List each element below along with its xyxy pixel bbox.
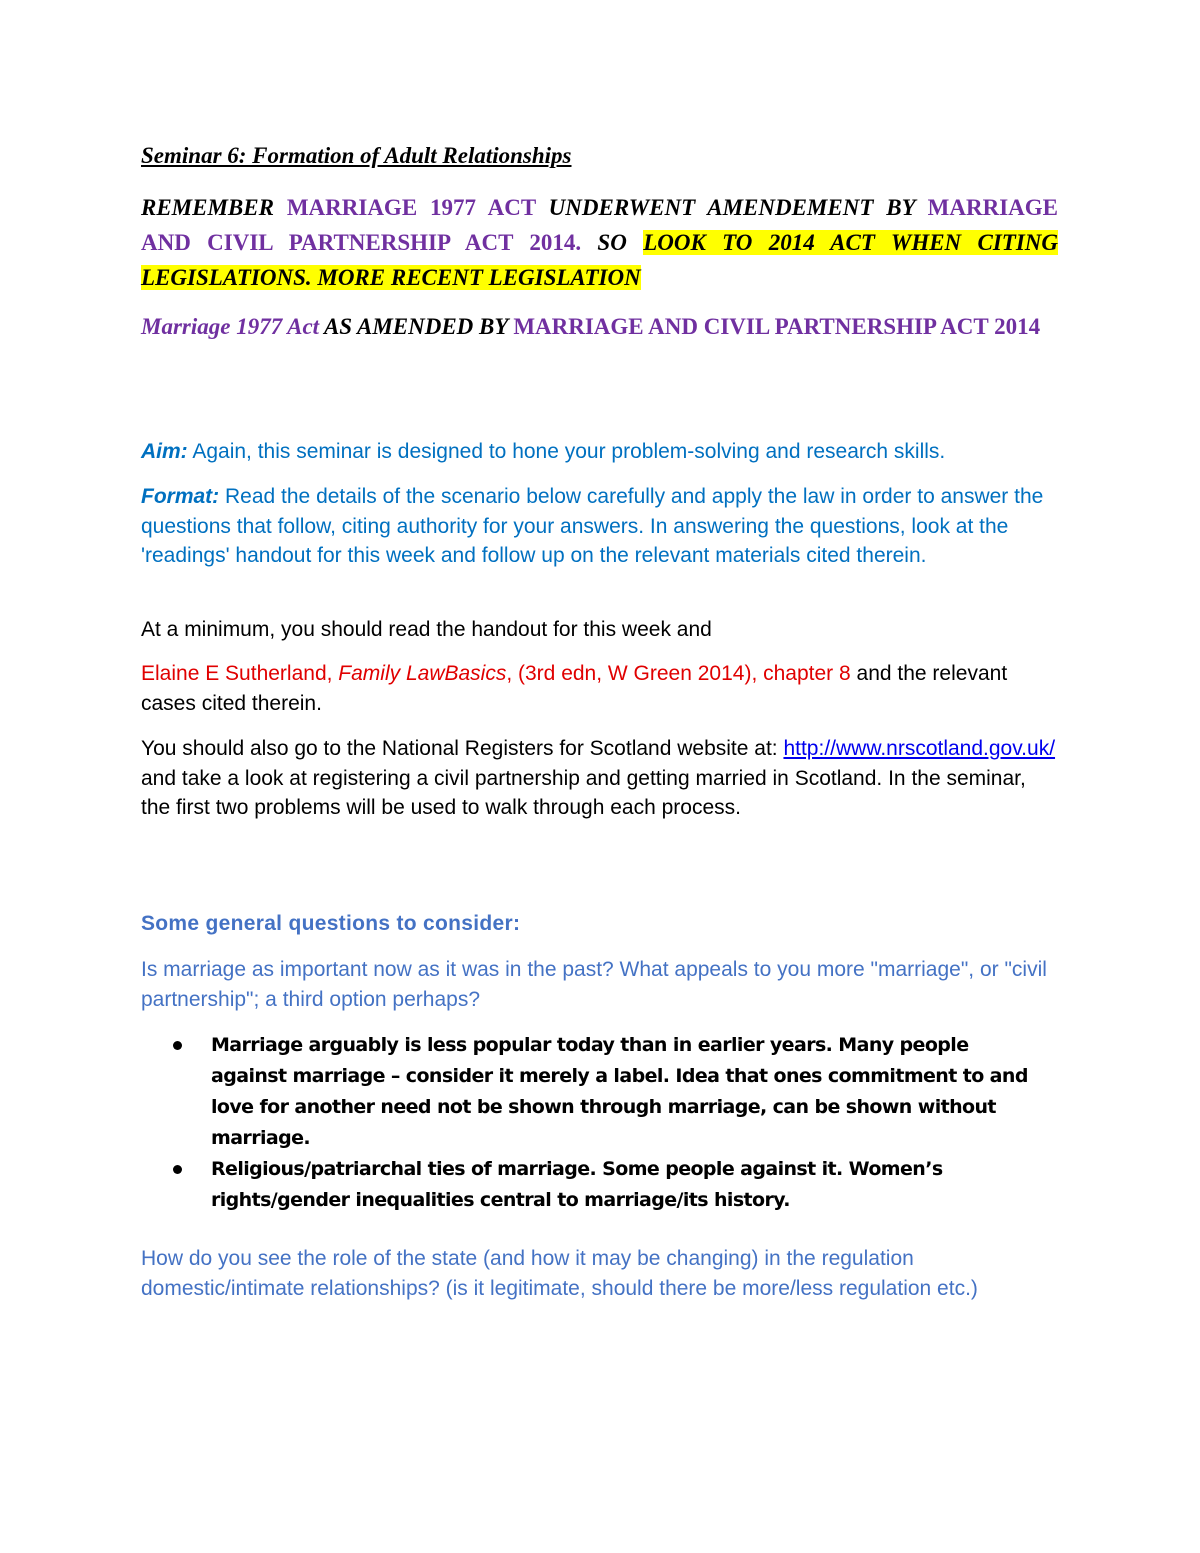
format-text: Read the details of the scenario below carefully and apply the law in order to answer the questions that follow, citing authority for your answers. In answering the questions, look at the 'readings' handout for this week and follow up on the relevant materials cited therein. — [141, 485, 1044, 567]
registers-intro: You should also go to the National Registers for Scotland website at: — [141, 737, 784, 760]
citation-rest: and the relevant cases cited therein. — [141, 662, 1008, 715]
partnership-act-text: MARRIAGE AND CIVIL PARTNERSHIP ACT 2014 — [513, 314, 1041, 339]
reading-citation — [141, 659, 1058, 718]
marriage-act-1977-text: MARRIAGE 1977 ACT — [286, 195, 549, 220]
question-1: Is marriage as important now as it was in the past? What appeals to you more "marriage", or "civil partnership"; a third option perhaps? — [141, 958, 1047, 1011]
list-item — [166, 1154, 1046, 1216]
format-label: Format: — [141, 485, 220, 508]
amendment-notice — [141, 190, 1058, 295]
answer-bullet-list — [166, 1030, 1046, 1216]
minimum-reading-paragraph: At a minimum, you should read the handout for this week and — [141, 618, 712, 641]
registers-rest: and take a look at registering a civil partnership and getting married in Scotland. In the seminar, the first two problems will be used to walk through each process. — [141, 766, 1026, 819]
bullet-text: Marriage arguably is less popular today than in earlier years. Many people against marriage – consider it merely a label. Idea that ones commitment to and love for another need not be shown through marriage, can be shown without marriage. — [211, 1034, 1028, 1149]
aim-paragraph — [141, 437, 1058, 467]
bullet-icon — [173, 1165, 182, 1174]
nrscotland-link[interactable]: http://www.nrscotland.gov.uk/ — [783, 737, 1056, 760]
as-amended-by-text: AS AMENDED BY — [319, 314, 514, 339]
remember-text: REMEMBER — [141, 195, 287, 220]
marriage-civil-partnership-act-text: MARRIAGE AND CIVIL PARTNERSHIP ACT 2014. — [141, 195, 1058, 255]
list-item — [166, 1030, 1046, 1154]
highlighted-instruction: LOOK TO 2014 ACT WHEN CITING LEGISLATIONS. MORE RECENT LEGISLATION — [141, 230, 1059, 290]
underwent-amendment-text: UNDERWENT AMENDEMENT BY — [548, 195, 928, 220]
aim-text: Again, this seminar is designed to hone your problem-solving and research skills. — [187, 440, 946, 463]
bullet-icon — [173, 1041, 182, 1050]
aim-label: Aim: — [141, 440, 188, 463]
citation-author: Elaine E Sutherland, — [141, 662, 339, 685]
citation-book-title: Family LawBasics — [338, 662, 507, 685]
question-2: How do you see the role of the state (and how it may be changing) in the regulation domestic/intimate relationships? (is it legitimate, should there be more/less regulation etc.) — [141, 1247, 978, 1300]
registers-paragraph — [141, 734, 1058, 823]
marriage-act-text: Marriage 1977 Act — [141, 314, 320, 339]
amended-act-heading — [141, 309, 1058, 344]
questions-heading: Some general questions to consider: — [141, 912, 521, 935]
bullet-text: Religious/patriarchal ties of marriage. Some people against it. Women’s rights/gender inequalities central to marriage/its history. — [211, 1158, 943, 1211]
citation-details: , (3rd edn, W Green 2014), chapter 8 — [506, 662, 851, 685]
page-title: Seminar 6: Formation of Adult Relationships — [141, 143, 572, 168]
format-paragraph — [141, 482, 1058, 571]
so-text: SO — [581, 230, 644, 255]
